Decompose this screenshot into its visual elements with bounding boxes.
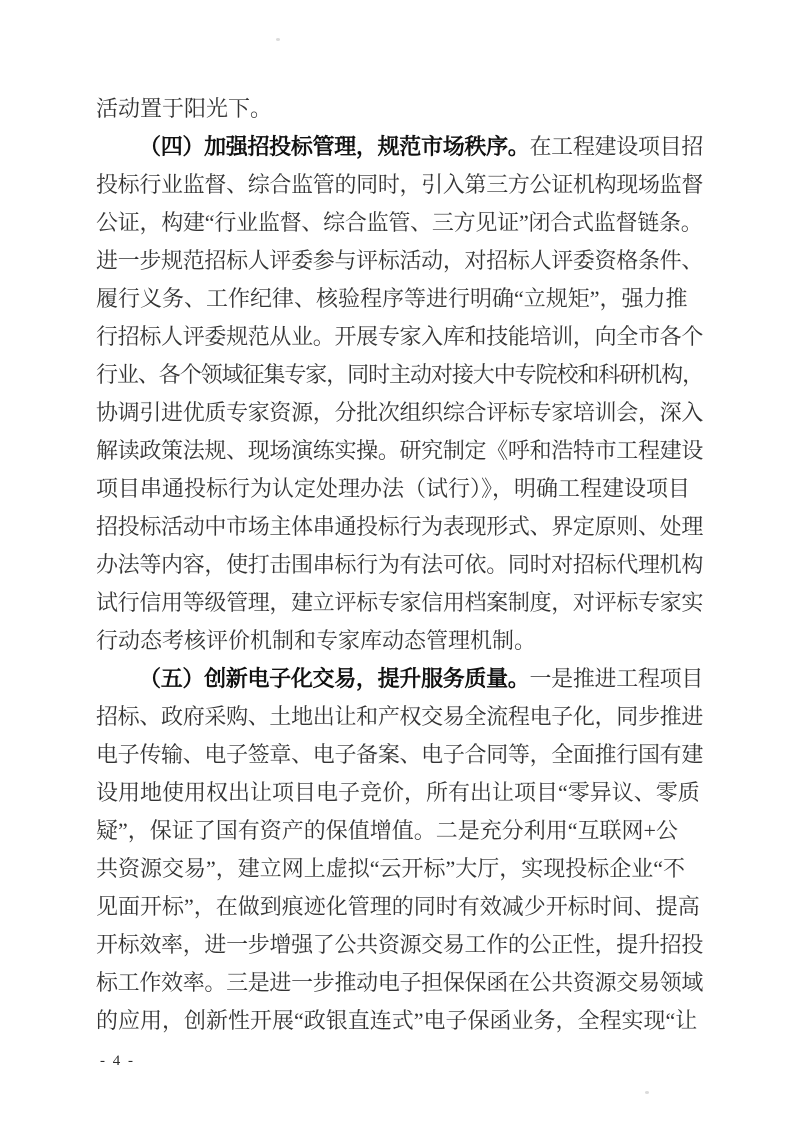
line-text: 项目串通投标行为认定处理办法（试行）》，明确工程建设项目 (96, 476, 691, 501)
line-text: 行招标人评委规范从业。开展专家入库和技能培训，向全市各个 (96, 324, 704, 349)
line-text: 见面开标”，在做到痕迹化管理的同时有效减少开标时间、提高 (96, 894, 700, 919)
text-line (96, 280, 703, 318)
text-line (96, 546, 703, 584)
text-line (96, 698, 703, 736)
line-text: 在工程建设项目招 (529, 134, 704, 159)
line-text: 招投标活动中市场主体串通投标行为表现形式、界定原则、处理 (96, 514, 704, 539)
line-text: 活动置于阳光下。 (96, 96, 273, 121)
text-line (96, 432, 703, 470)
line-text: 履行义务、工作纪律、核验程序等进行明确“立规矩”，强力推 (96, 286, 688, 311)
text-line (96, 812, 703, 850)
line-text: 疑”，保证了国有资产的保值增值。二是充分利用“互联网+公 (96, 818, 678, 843)
line-text: 标工作效率。三是进一步推动电子担保保函在公共资源交易领域 (96, 970, 704, 995)
text-line (96, 850, 703, 888)
text-line (96, 622, 703, 660)
section-heading: （四）加强招投标管理，规范市场秩序。 (139, 134, 530, 159)
text-line (96, 318, 703, 356)
text-line (96, 90, 703, 128)
text-line (96, 204, 703, 242)
document-body (96, 90, 703, 1040)
line-text: 行业、各个领域征集专家，同时主动对接大中专院校和科研机构， (96, 362, 704, 387)
line-text: 试行信用等级管理，建立评标专家信用档案制度，对评标专家实 (96, 590, 704, 615)
line-text: 共资源交易”，建立网上虚拟“云开标”大厅，实现投标企业“不 (96, 856, 686, 881)
text-line (96, 242, 703, 280)
line-text: 办法等内容，使打击围串标行为有法可依。同时对招标代理机构 (96, 552, 704, 577)
text-line (96, 356, 703, 394)
text-line (96, 926, 703, 964)
text-line (96, 128, 703, 166)
line-text: 投标行业监督、综合监管的同时，引入第三方公证机构现场监督 (96, 172, 704, 197)
line-text: 行动态考核评价机制和专家库动态管理机制。 (96, 628, 537, 653)
text-line (96, 394, 703, 432)
line-text: 解读政策法规、现场演练实操。研究制定《呼和浩特市工程建设 (96, 438, 704, 463)
scan-speck (276, 38, 280, 41)
line-text: 公证，构建“行业监督、综合监管、三方见证”闭合式监督链条。 (96, 210, 703, 235)
line-text: 一是推进工程项目 (529, 666, 704, 691)
text-line (96, 888, 703, 926)
page-number: - 4 - (100, 1053, 135, 1069)
text-line (96, 964, 703, 1002)
section-heading: （五）创新电子化交易，提升服务质量。 (139, 666, 530, 691)
line-text: 开标效率，进一步增强了公共资源交易工作的公正性，提升招投 (96, 932, 704, 957)
text-line (96, 166, 703, 204)
text-line (96, 660, 703, 698)
text-line (96, 508, 703, 546)
text-line (96, 470, 703, 508)
scan-speck (645, 1091, 649, 1094)
text-line (96, 1002, 703, 1040)
line-text: 的应用，创新性开展“政银直连式”电子保函业务，全程实现“让 (96, 1008, 698, 1033)
text-line (96, 736, 703, 774)
line-text: 进一步规范招标人评委参与评标活动，对招标人评委资格条件、 (96, 248, 704, 273)
text-line (96, 584, 703, 622)
text-line (96, 774, 703, 812)
line-text: 设用地使用权出让项目电子竞价，所有出让项目“零异议、零质 (96, 780, 700, 805)
line-text: 电子传输、电子签章、电子备案、电子合同等，全面推行国有建 (96, 742, 704, 767)
line-text: 招标、政府采购、土地出让和产权交易全流程电子化，同步推进 (96, 704, 704, 729)
line-text: 协调引进优质专家资源，分批次组织综合评标专家培训会，深入 (96, 400, 704, 425)
